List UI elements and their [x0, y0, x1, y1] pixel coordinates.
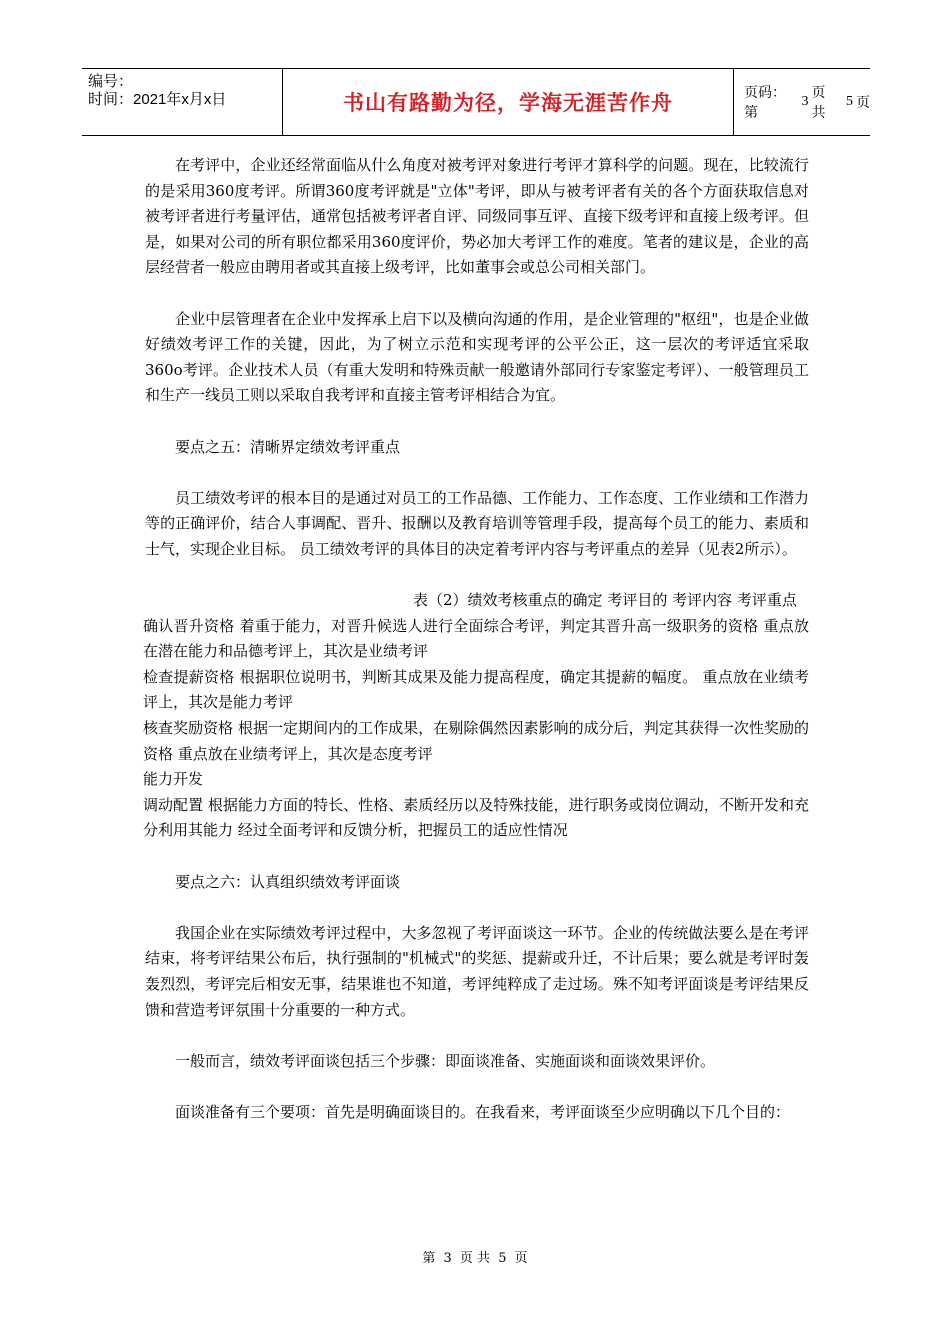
header-page-suffix: 页	[856, 95, 870, 111]
footer-mid: 页 共	[459, 1251, 491, 1266]
table-caption: 表（2）绩效考核重点的确定 考评目的 考评内容 考评重点	[413, 591, 797, 610]
evaluation-focus-table	[143, 588, 809, 844]
header-page-number	[734, 69, 870, 135]
header-page-mid: 页 共	[811, 85, 826, 121]
paragraph-360-evaluation: 在考评中，企业还经常面临从什么角度对被考评对象进行考评才算科学的问题。现在，比较流行的是采用360度考评。所谓360度考评就是"立体"考评，即从与被考评者有关的各个方面获取信息对被考评者进行考量评估，通常包括被考评者自评、同级同事互评、直接下级考评和直接上级考评。但是，如果对公司的所有职位都采用360度评价，势必加大考评工作的难度。笔者的建议是，企业的高层经营者一般应由聘用者或其直接上级考评，比如董事会或总公司相关部门。	[145, 156, 809, 277]
header-motto-cell	[282, 69, 734, 135]
paragraph-evaluation-purpose: 员工绩效考评的根本目的是通过对员工的工作品德、工作能力、工作态度、工作业绩和工作潜力等的正确评价，结合人事调配、晋升、报酬以及教育培训等管理手段，提高每个员工的能力、素质和士气，实现企业目标。 员工绩效考评的具体目的决定着考评内容与考评重点的差异（见表2所示）。	[145, 488, 809, 558]
document-date-label: 时间：2021年x月x日	[88, 91, 227, 108]
table-row: 核查奖励资格 根据一定期间内的工作成果，在剔除偶然因素影响的成分后，判定其获得一次性奖励的资格 重点放在业绩考评上，其次是态度考评	[143, 719, 809, 763]
table-row: 调动配置 根据能力方面的特长、性格、素质经历以及特殊技能，进行职务或岗位调动，不断开发和充分利用其能力 经过全面考评和反馈分析，把握员工的适应性情况	[143, 795, 809, 840]
paragraph-interview-preparation: 面谈准备有三个要项：首先是明确面谈目的。在我看来，考评面谈至少应明确以下几个目的：	[175, 1102, 791, 1121]
table-row: 能力开发	[143, 770, 204, 789]
header-page-current: 3	[801, 94, 809, 109]
footer-total-pages: 5	[498, 1251, 507, 1266]
header-motto: 书山有路勤为径，学海无涯苦作舟	[343, 91, 673, 115]
paragraph-interview-steps: 一般而言，绩效考评面谈包括三个步骤：即面谈准备、实施面谈和面谈效果评价。	[175, 1051, 716, 1070]
footer-current-page: 3	[443, 1251, 452, 1266]
header-page-prefix: 页码：第	[744, 85, 786, 121]
table-row: 确认晋升资格 着重于能力，对晋升候选人进行全面综合考评，判定其晋升高一级职务的资格 重点放在潜在能力和品德考评上，其次是业绩考评	[143, 616, 809, 661]
header-meta	[82, 69, 282, 135]
page-header	[82, 68, 870, 136]
footer-prefix: 第	[422, 1251, 436, 1266]
document-body	[145, 153, 809, 1126]
footer-suffix: 页	[514, 1251, 528, 1266]
heading-point-six: 要点之六：认真组织绩效考评面谈	[175, 872, 401, 891]
document-number-label: 编号：	[88, 73, 134, 90]
paragraph-interview-neglect: 我国企业在实际绩效考评过程中，大多忽视了考评面谈这一环节。企业的传统做法要么是在考评结束，将考评结果公布后，执行强制的"机械式"的奖惩、提薪或升迁，不计后果；要么就是考评时轰轰烈烈，考评完后相安无事，结果谁也不知道，考评纯粹成了走过场。殊不知考评面谈是考评结果反馈和营造考评氛围十分重要的一种方式。	[145, 923, 809, 1019]
table-row: 检查提薪资格 根据职位说明书，判断其成果及能力提高程度，确定其提薪的幅度。 重点放在业绩考评上，其次是能力考评	[143, 667, 809, 712]
header-page-total: 5	[846, 94, 853, 109]
heading-point-five: 要点之五：清晰界定绩效考评重点	[175, 437, 401, 456]
page-footer	[0, 1247, 950, 1266]
paragraph-middle-managers: 企业中层管理者在企业中发挥承上启下以及横向沟通的作用，是企业管理的"枢纽"，也是企业做好绩效考评工作的关键，因此，为了树立示范和实现考评的公平公正，这一层次的考评适宜采取360o考评。企业技术人员（有重大发明和特殊贡献一般邀请外部同行专家鉴定考评）、一般管理员工和生产一线员工则以采取自我考评和直接主管考评相结合为宜。	[145, 309, 809, 405]
